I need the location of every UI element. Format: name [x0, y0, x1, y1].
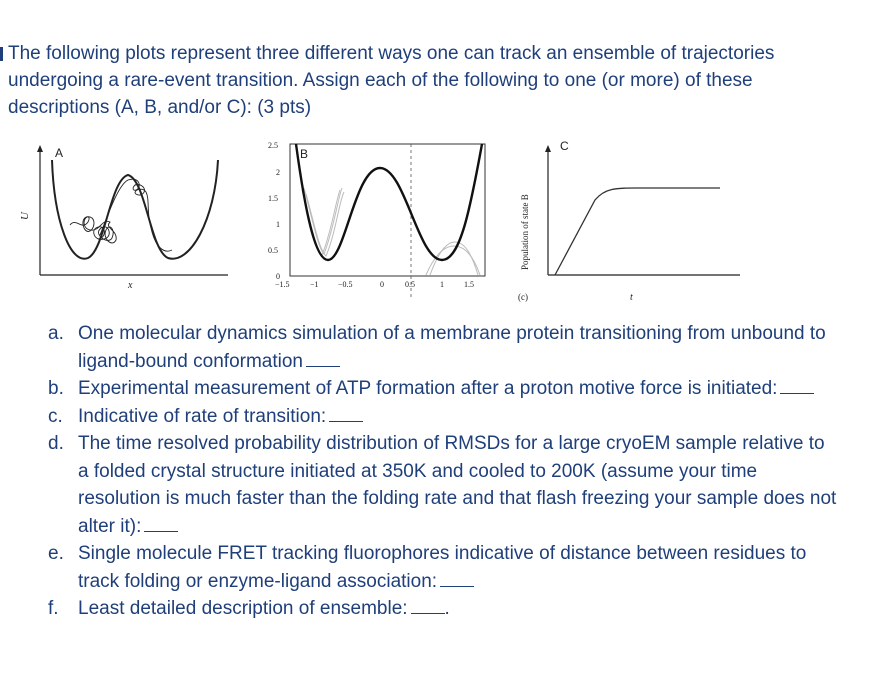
- question-d: [0, 430, 860, 540]
- potential-curve: [296, 144, 482, 260]
- ytick-1: 1: [276, 220, 280, 229]
- question-text: Single molecule FRET tracking fluorophores indicative of distance between residues to track folding or enzyme-ligand association:: [78, 543, 807, 592]
- panel-c-label: C: [560, 139, 569, 153]
- panel-b-label: B: [300, 147, 309, 161]
- question-letter: e.: [48, 543, 64, 564]
- xtick-n1.5: −1.5: [275, 280, 290, 289]
- xtick-n0.5: −0.5: [338, 280, 353, 289]
- answer-blank[interactable]: [440, 572, 474, 587]
- margin-mark: [0, 47, 3, 61]
- question-text: The time resolved probability distribution of RMSDs for a large cryoEM sample relative to a folded crystal structure initiated at 350K and cooled to 200K (assume your time resolution is much faster than the folding rate and that flash freezing your sample does not alter it):: [78, 433, 837, 537]
- population-curve: [555, 188, 720, 275]
- question-letter: c.: [48, 405, 63, 427]
- question-text-wrapper: [78, 540, 838, 595]
- xtick-1: 1: [440, 280, 444, 289]
- answer-blank[interactable]: [144, 517, 178, 532]
- question-list: [0, 320, 860, 623]
- question-text-wrapper: [78, 375, 838, 403]
- answer-blank[interactable]: [329, 407, 363, 422]
- xtick-0.5: 0.5: [405, 280, 415, 289]
- question-b: [0, 375, 860, 403]
- question-text-wrapper: [78, 595, 838, 623]
- double-well-curve: [52, 160, 218, 259]
- panel-c-ylabel: Population of state B: [520, 194, 530, 270]
- xtick-1.5: 1.5: [464, 280, 474, 289]
- figure-panels: [0, 130, 871, 315]
- question-letter: d.: [48, 433, 64, 454]
- question-text-wrapper: [78, 403, 838, 431]
- xtick-n1: −1: [310, 280, 319, 289]
- ytick-2: 2: [276, 168, 280, 177]
- panel-c-xlabel: t: [630, 292, 633, 303]
- panel-b: [268, 141, 485, 300]
- xtick-0: 0: [380, 280, 384, 289]
- question-letter: a.: [48, 323, 64, 344]
- question-text-wrapper: [78, 430, 838, 540]
- question-text: Experimental measurement of ATP formation after a proton motive force is initiated:: [78, 378, 778, 399]
- question-text-wrapper: [78, 320, 838, 375]
- ytick-0.5: 0.5: [268, 246, 278, 255]
- question-text: Least detailed description of ensemble:: [78, 598, 408, 619]
- intro-paragraph: The following plots represent three different ways one can track an ensemble of trajectories undergoing a rare-event transition. Assign each of the following to one (or more) of these descriptions (A, B, and/or C): (3 pts): [8, 43, 775, 118]
- question-suffix: .: [444, 598, 450, 619]
- ytick-0: 0: [276, 272, 280, 281]
- question-a: [0, 320, 860, 375]
- question-text: One molecular dynamics simulation of a membrane protein transitioning from unbound to ligand-bound conformation: [78, 323, 826, 372]
- ytick-2.5: 2.5: [268, 141, 278, 150]
- answer-blank[interactable]: [411, 599, 445, 614]
- question-text: Indicative of rate of transition:: [78, 405, 327, 427]
- panel-b-yticks: [268, 141, 280, 281]
- panel-a-label: A: [55, 146, 64, 160]
- panel-b-xticks: [275, 280, 474, 289]
- panel-c-tag: (c): [518, 292, 528, 302]
- panel-a-ylabel: U: [19, 212, 31, 220]
- panel-c: [518, 139, 740, 303]
- answer-blank[interactable]: [780, 379, 814, 394]
- question-letter: b.: [48, 378, 64, 399]
- panel-a: [19, 145, 228, 291]
- ytick-1.5: 1.5: [268, 194, 278, 203]
- question-f: [0, 595, 860, 623]
- answer-blank[interactable]: [306, 352, 340, 367]
- question-c: [0, 403, 860, 431]
- question-letter: f.: [48, 598, 59, 619]
- panel-a-xlabel: x: [128, 280, 133, 291]
- question-e: [0, 540, 860, 595]
